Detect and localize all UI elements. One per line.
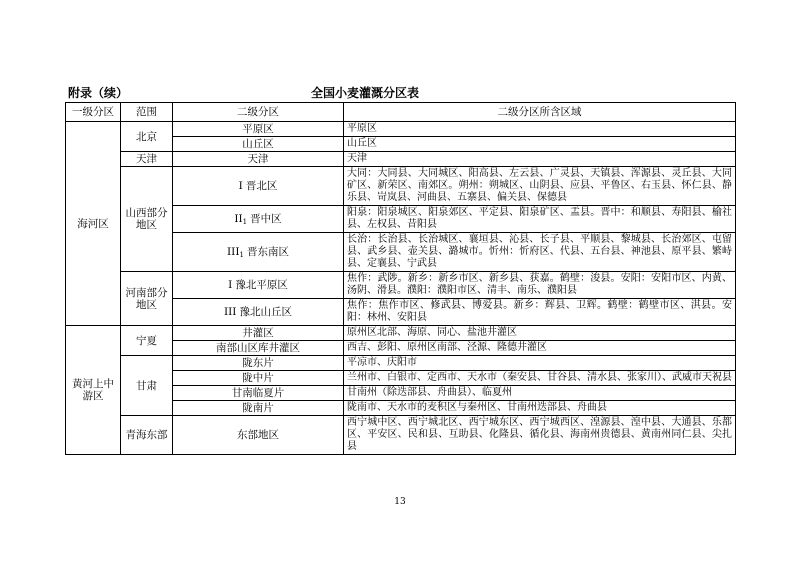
secondary-zone-cell: 陇南片	[173, 401, 344, 416]
areas-cell: 大同：大同县、大同城区、阳高县、左云县、广灵县、天镇县、浑源县、灵丘县、大同矿区、新荣区、南郊区。朔州：朔城区、山阴县、应县、平鲁区、右玉县、怀仁县、静乐县、岢岚县、河曲县、五寨县、偏关县、保德县	[344, 167, 736, 206]
secondary-zone-cell	[173, 299, 344, 326]
zone-numeral: I	[228, 279, 233, 291]
secondary-zone-cell: 天津	[173, 152, 344, 167]
secondary-zone-cell: 甘南临夏片	[173, 386, 344, 401]
irrigation-zone-table	[65, 102, 736, 455]
secondary-zone-cell: 陇中片	[173, 371, 344, 386]
areas-cell: 平凉市、庆阳市	[344, 356, 736, 371]
secondary-zone-cell: 平原区	[173, 122, 344, 137]
zone-name: 豫北平原区	[235, 279, 288, 291]
areas-cell: 兰州市、白银市、定西市、天水市（秦安县、甘谷县、清水县、张家川）、武威市天祝县	[344, 371, 736, 386]
areas-cell: 焦作：武陟。新乡：新乡市区、新乡县、获嘉。鹤壁：浚县。安阳：安阳市区、内黄、汤阴、滑县。濮阳：濮阳市区、清丰、南乐、濮阳县	[344, 272, 736, 299]
secondary-zone-cell: 东部地区	[173, 416, 344, 455]
secondary-zone-cell: 井灌区	[173, 326, 344, 341]
scope-cell: 河南部分地区	[121, 272, 173, 326]
page-number: 13	[394, 497, 406, 507]
areas-cell: 天津	[344, 152, 736, 167]
zone-numeral: II	[234, 213, 243, 225]
primary-zone-cell: 黄河上中游区	[66, 326, 121, 455]
secondary-zone-cell: 山丘区	[173, 137, 344, 152]
secondary-zone-cell	[173, 167, 344, 206]
zone-name: 晋中区	[250, 213, 282, 225]
areas-cell: 平原区	[344, 122, 736, 137]
secondary-zone-cell	[173, 206, 344, 233]
scope-cell: 天津	[121, 152, 173, 167]
column-header-areas: 二级分区所含区域	[344, 103, 736, 122]
scope-cell: 青海东部	[121, 416, 173, 455]
secondary-zone-cell: 陇东片	[173, 356, 344, 371]
table-row	[66, 356, 736, 371]
table-row	[66, 416, 736, 455]
areas-cell: 阳泉：阳泉城区、阳泉郊区、平定县、阳泉矿区、盂县。晋中：和顺县、寿阳县、榆社县、左权县、昔阳县	[344, 206, 736, 233]
areas-cell: 西宁城中区、西宁城北区、西宁城东区、西宁城西区、湟源县、湟中县、大通县、乐都区、平安区、民和县、互助县、化隆县、循化县、海南州贵德县、黄南州同仁县、尖扎县	[344, 416, 736, 455]
areas-cell: 长治：长治县、长治城区、襄垣县、沁县、长子县、平顺县、黎城县、长治郊区、屯留县、武乡县、壶关县、潞城市。忻州：忻府区、代县、五台县、神池县、原平县、繁峙县、定襄县、宁武县	[344, 233, 736, 272]
zone-numeral: III	[224, 306, 237, 318]
table-row	[66, 122, 736, 137]
table-row	[66, 152, 736, 167]
areas-cell: 西吉、彭阳、原州区南部、泾源、隆德井灌区	[344, 341, 736, 356]
scope-cell: 甘肃	[121, 356, 173, 416]
table-row	[66, 167, 736, 206]
scope-cell: 山西部分地区	[121, 167, 173, 272]
table-header-row	[66, 103, 736, 122]
table-row	[66, 272, 736, 299]
zone-numeral-subscript: 1	[239, 251, 244, 259]
table-row	[66, 326, 736, 341]
secondary-zone-cell: 南部山区库井灌区	[173, 341, 344, 356]
areas-cell: 陇南市、天水市的麦积区与秦州区、甘南州迭部县、舟曲县	[344, 401, 736, 416]
table-title: 全国小麦灌溉分区表	[311, 86, 420, 100]
zone-name: 晋东南区	[246, 246, 289, 258]
zone-numeral-subscript: 1	[242, 218, 248, 226]
appendix-label: 附录（续）	[68, 86, 129, 100]
areas-cell: 原州区北部、海原、同心、盐池井灌区	[344, 326, 736, 341]
column-header-secondary-zone: 二级分区	[173, 103, 344, 122]
secondary-zone-cell	[173, 233, 344, 272]
zone-name: 豫北山丘区	[239, 306, 292, 318]
primary-zone-cell: 海河区	[66, 122, 121, 326]
secondary-zone-cell	[173, 272, 344, 299]
areas-cell: 焦作：焦作市区、修武县、博爱县。新乡：辉县、卫辉。鹤壁：鹤壁市区、淇县。安阳：林州、安阳县	[344, 299, 736, 326]
scope-cell: 北京	[121, 122, 173, 152]
areas-cell: 甘南州（除迭部县、舟曲县）、临夏州	[344, 386, 736, 401]
zone-numeral: I	[238, 180, 243, 192]
zone-numeral: III	[227, 246, 240, 258]
column-header-primary-zone: 一级分区	[66, 103, 121, 122]
zone-name: 晋北区	[245, 180, 278, 192]
areas-cell: 山丘区	[344, 137, 736, 152]
column-header-scope: 范围	[121, 103, 173, 122]
scope-cell: 宁夏	[121, 326, 173, 356]
